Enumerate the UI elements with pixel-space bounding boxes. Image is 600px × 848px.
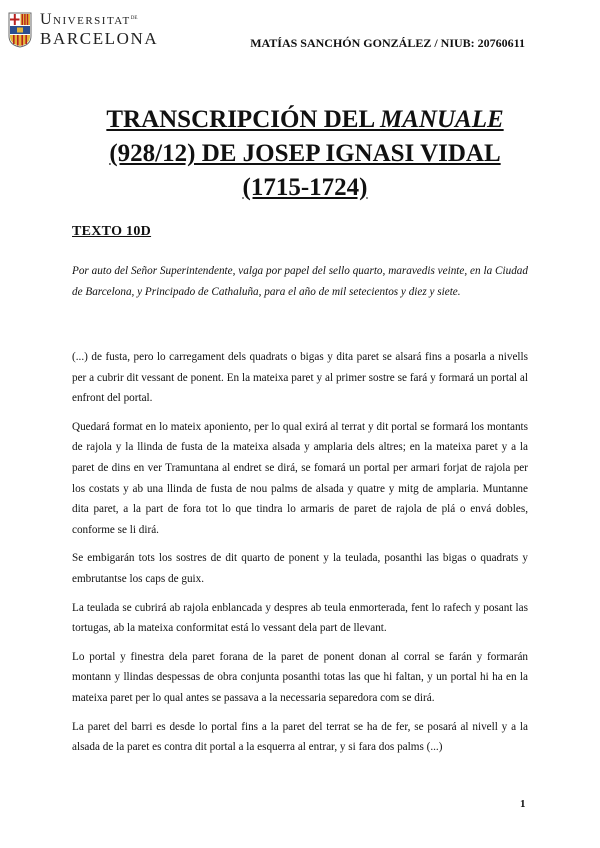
wordmark-de: de	[130, 13, 138, 21]
page-number: 1	[520, 798, 526, 810]
title-line-1-plain: TRANSCRIPCIÓN DEL	[106, 106, 381, 133]
paragraph: Se embigarán tots los sostres de dit quarto de ponent y la teulada, posanthi las bigas o quadrats y embrutantse los caps de guix.	[72, 552, 528, 585]
title-line-1	[40, 103, 570, 137]
body-text	[72, 347, 528, 766]
university-shield-icon	[8, 12, 32, 48]
document-title	[40, 103, 570, 205]
section-heading: TEXTO 10D	[72, 224, 152, 239]
paragraph: Quedará format en lo mateix aponiento, per lo qual exirá al terrat y dit portal se formará los montants de rajola y la llinda de fusta de la mateixa alsada y amplaria dels altres; en la mateixa paret y a la paret de dins en ver Tramuntana al endret se dirá, se fomará un portal per armari forjat de rajola per los costats y ab una llinda de fusta de nou palms de alsada y quatre y mitg de amplaria. Muntanne dita paret, a la part de fora tot lo que tindra lo armaris de paret de rajola de plá o envá dobles, conforme se li dirá.	[72, 420, 528, 536]
title-line-3: (1715-1724)	[242, 174, 368, 201]
author-niub: MATÍAS SANCHÓN GONZÁLEZ / NIUB: 20760611	[250, 36, 525, 50]
title-line-2: (928/12) DE JOSEP IGNASI VIDAL	[109, 140, 501, 167]
university-logo	[8, 12, 158, 48]
paragraph: (...) de fusta, pero lo carregament dels quadrats o bigas y dita paret se alsará fins a posarla a nivells per a cubrir dit vessant de ponent. En la mateixa paret y al primer sostre se fará y formará un portal al enfront del portal.	[72, 351, 528, 405]
university-wordmark-line1	[40, 12, 158, 28]
wordmark-universitat: Universitat	[40, 11, 131, 28]
title-line-1-italic: MANUALE	[380, 106, 504, 133]
paragraph: La paret del barri es desde lo portal fins a la paret del terrat se ha de fer, se posará al nivell y a la alsada de la paret es contra dit portal a la esquerra al entrar, y si fara dos palms (...)	[72, 720, 528, 754]
university-wordmark	[40, 12, 158, 47]
intro-paragraph: Por auto del Señor Superintendente, valga por papel del sello quarto, maravedis veinte, en la Ciudad de Barcelona, y Principado de Cathaluña, para el año de mil setecientos y diez y siete.	[72, 265, 528, 298]
paragraph: La teulada se cubrirá ab rajola enblancada y despres ab teula enmorterada, fent lo rafech y posant las tortugas, ab la mateixa conformitat está lo vessant dela part de llevant.	[72, 601, 528, 635]
wordmark-barcelona: BARCELONA	[40, 29, 159, 48]
paragraph: Lo portal y finestra dela paret forana de la paret de ponent donan al corral se farán y formarán montann y llindas despessas de obra conjunta posanthi totas las que hi faltan, y un portal hi ha en la mateixa paret per lo qual antes se passava a la necessaria separedora com se dirá.	[72, 650, 528, 704]
